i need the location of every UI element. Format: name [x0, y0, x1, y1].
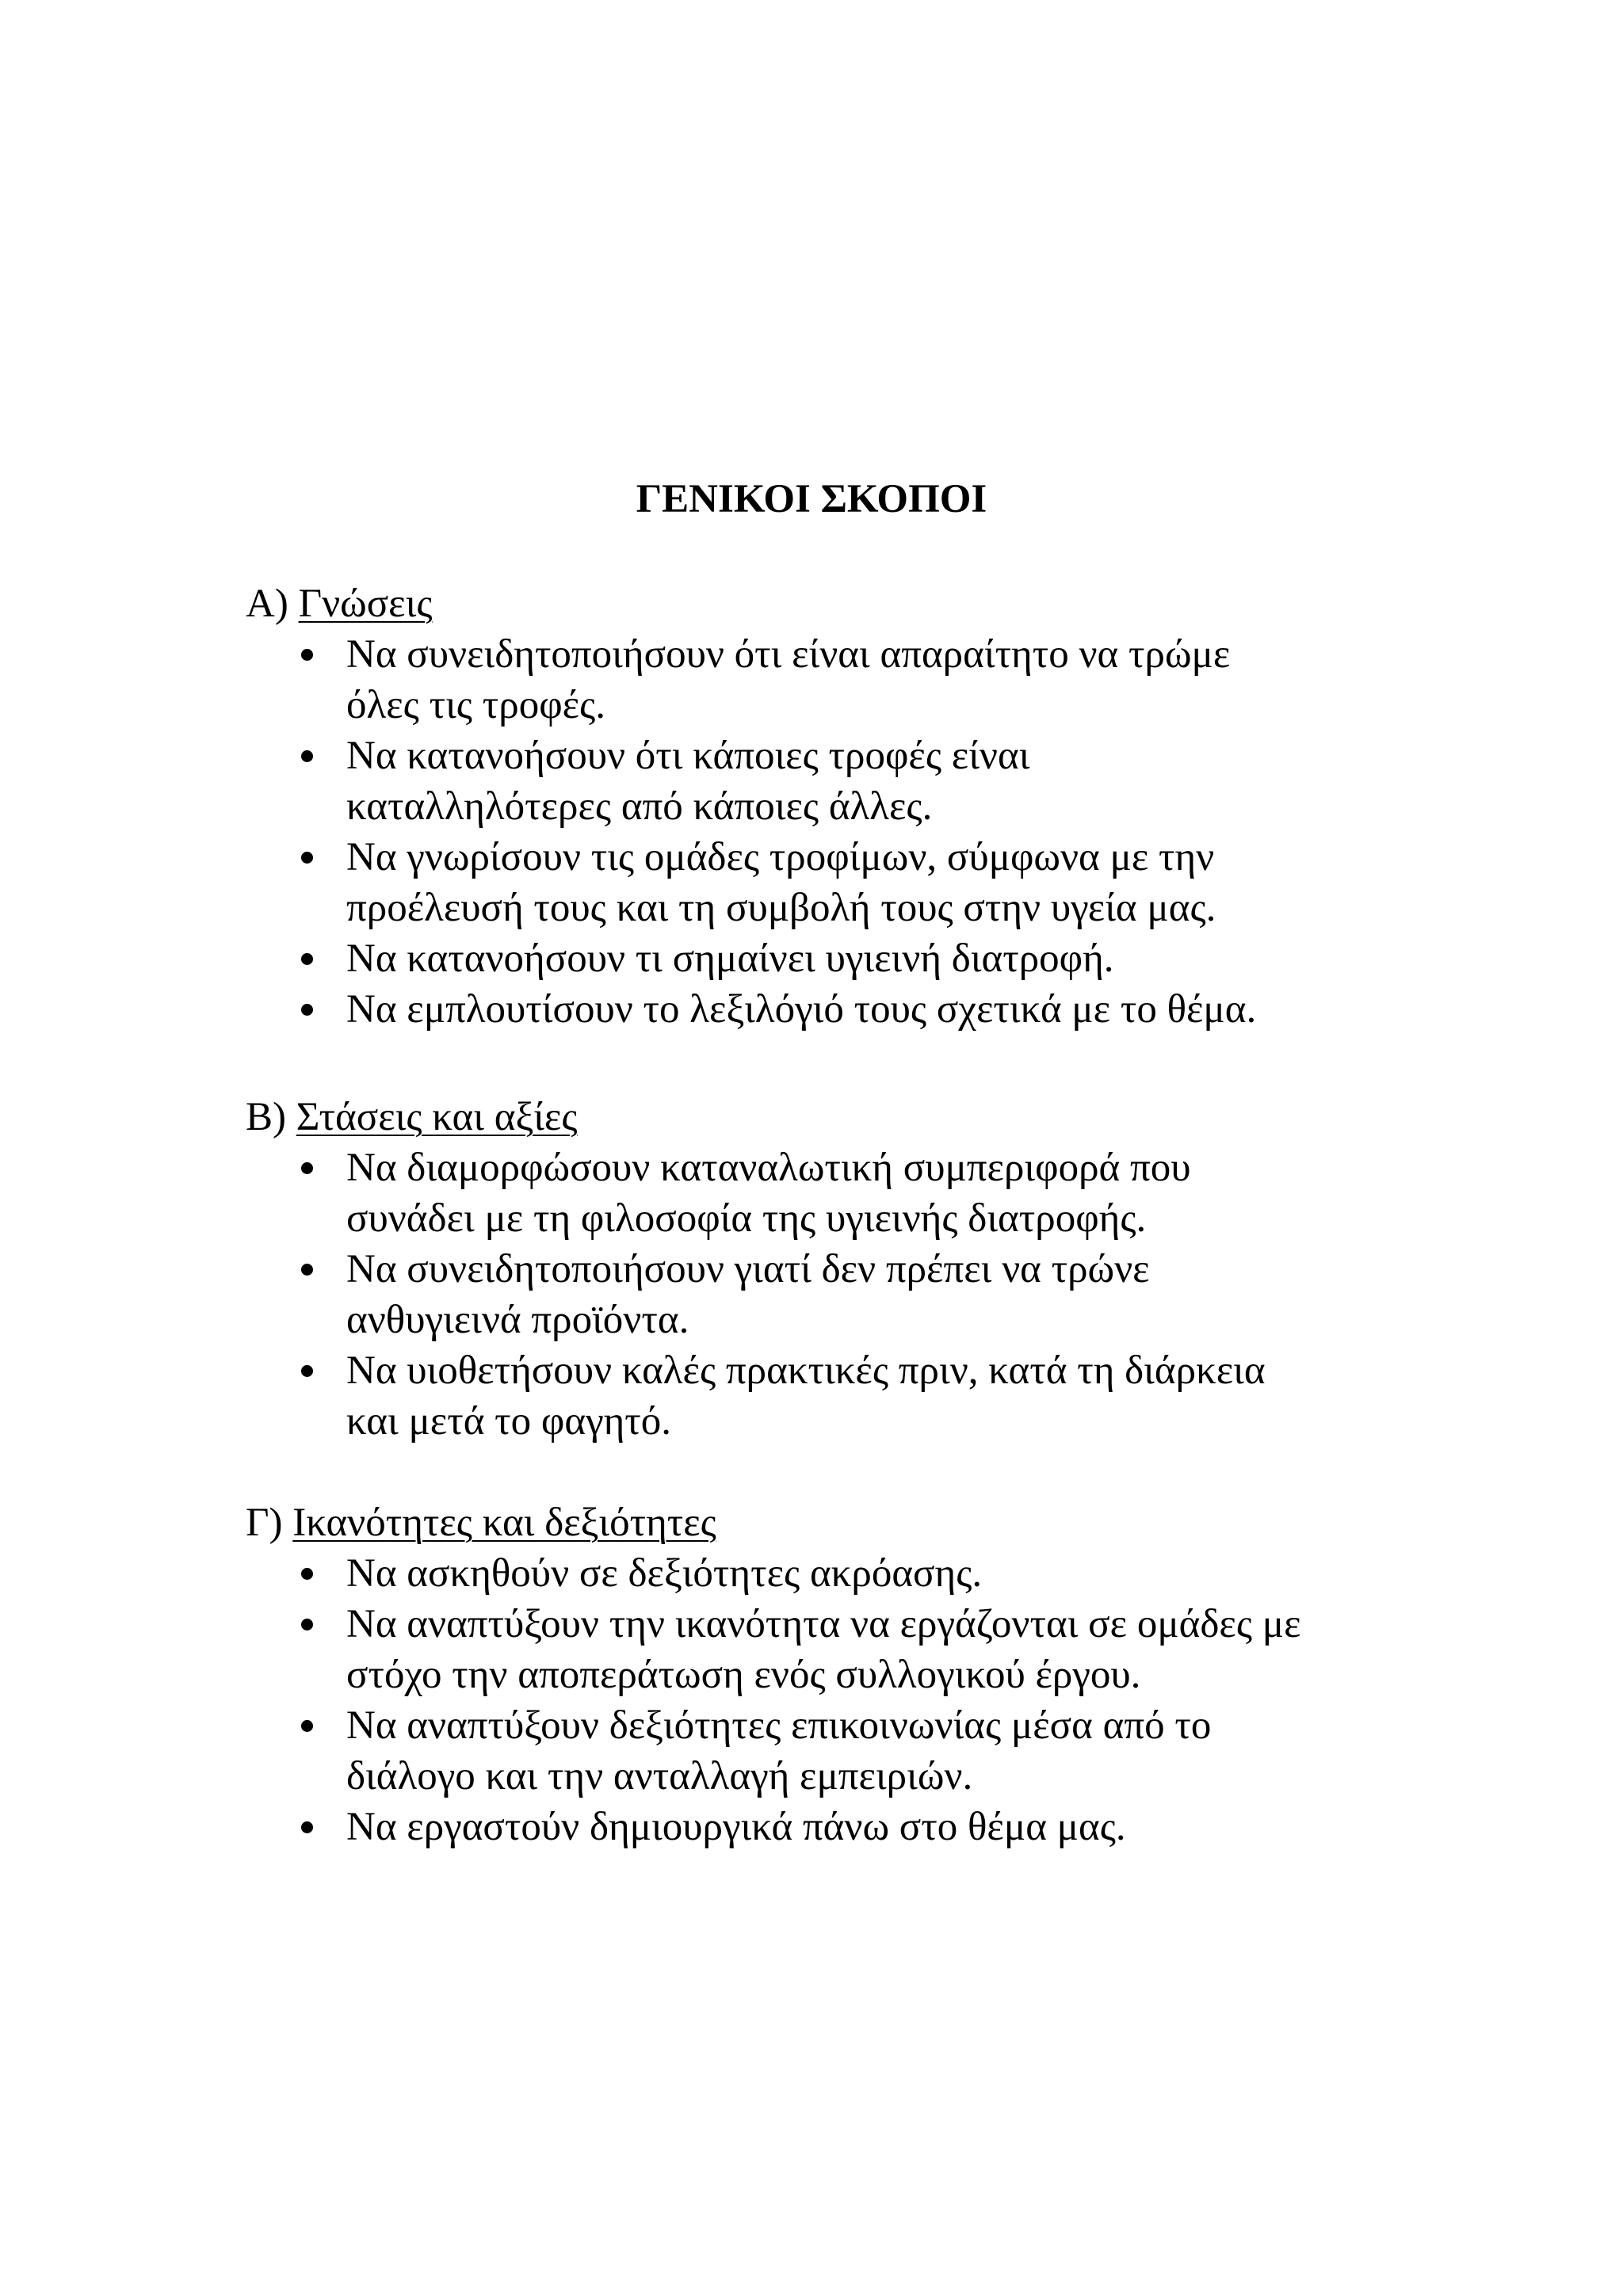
list-item [246, 1548, 1495, 1599]
section-heading-label: Ικανότητες και δεξιότητες [292, 1501, 716, 1545]
list-item-line: στόχο την αποπεράτωση ενός συλλογικού έργου. [346, 1653, 1141, 1697]
list-item-line: Να εμπλουτίσουν το λεξιλόγιό τους σχετικά με το θέμα. [346, 987, 1257, 1032]
bullet-icon [301, 953, 313, 965]
page-title: ΓΕΝΙΚΟΙ ΣΚΟΠΟΙ [636, 477, 987, 521]
section-heading [246, 578, 1434, 629]
bullet-icon [301, 1162, 313, 1174]
section-heading-label: Στάσεις και αξίες [296, 1095, 578, 1139]
list-item-line: Να αναπτύξουν δεξιότητες επικοινωνίας μέσα από το [346, 1703, 1212, 1748]
bullet-icon [301, 1264, 313, 1276]
list-item [246, 629, 1495, 730]
list-item-line: Να κατανοήσουν ότι κάποιες τροφές είναι [346, 734, 1030, 778]
list-item-line: και μετά το φαγητό. [346, 1399, 672, 1444]
list-item-line: Να υιοθετήσουν καλές πρακτικές πριν, κατά τη διάρκεια [346, 1348, 1266, 1393]
section-skills-abilities [246, 1497, 1434, 1852]
bullet-list [246, 1548, 1434, 1852]
bullet-icon [301, 649, 313, 661]
bullet-icon [301, 1619, 313, 1630]
list-item-line: Να γνωρίσουν τις ομάδες τροφίμων, σύμφωνα με την [346, 835, 1215, 879]
list-item-line: Να αναπτύξουν την ικανότητα να εργάζονται σε ομάδες με [346, 1602, 1301, 1646]
section-prefix: Β) [246, 1095, 286, 1139]
list-item-line: Να κατανοήσουν τι σημαίνει υγιεινή διατροφή. [346, 936, 1114, 981]
bullet-icon [301, 1365, 313, 1377]
list-item-line: Να εργαστούν δημιουργικά πάνω στο θέμα μας. [346, 1805, 1126, 1849]
bullet-icon [301, 750, 313, 762]
list-item-line: Να ασκηθούν σε δεξιότητες ακρόασης. [346, 1551, 983, 1596]
section-heading-label: Γνώσεις [298, 582, 433, 626]
list-item-line: συνάδει με τη φιλοσοφία της υγιεινής διατροφής. [346, 1196, 1147, 1241]
list-item [246, 730, 1495, 832]
list-item [246, 832, 1495, 933]
list-item [246, 1599, 1495, 1700]
list-item-line: όλες τις τροφές. [346, 683, 605, 727]
list-item-line: καταλληλότερες από κάποιες άλλες. [346, 784, 933, 829]
list-item-line: Να διαμορφώσουν καταναλωτική συμπεριφορά που [346, 1146, 1191, 1190]
list-item [246, 1700, 1495, 1802]
list-item [246, 1244, 1495, 1345]
list-item [246, 984, 1495, 1035]
section-heading [246, 1497, 1434, 1548]
bullet-icon [301, 1821, 313, 1833]
bullet-list [246, 1142, 1434, 1447]
bullet-icon [301, 1004, 313, 1016]
section-heading [246, 1092, 1434, 1142]
list-item-line: ανθυγιεινά προϊόντα. [346, 1298, 689, 1342]
section-prefix: Γ) [246, 1501, 283, 1545]
section-prefix: Α) [246, 582, 288, 626]
list-item-line: προέλευσή τους και τη συμβολή τους στην υγεία μας. [346, 886, 1216, 930]
bullet-list [246, 629, 1434, 1035]
list-item [246, 1345, 1495, 1447]
list-item [246, 1802, 1495, 1852]
bullet-icon [301, 1720, 313, 1732]
list-item-line: διάλογο και την ανταλλαγή εμπειριών. [346, 1754, 973, 1798]
bullet-icon [301, 1568, 313, 1580]
list-item [246, 1142, 1495, 1244]
section-attitudes-values [246, 1092, 1434, 1447]
list-item-line: Να συνειδητοποιήσουν ότι είναι απαραίτητο να τρώμε [346, 632, 1231, 677]
list-item [246, 933, 1495, 984]
list-item-line: Να συνειδητοποιήσουν γιατί δεν πρέπει να τρώνε [346, 1247, 1150, 1291]
section-knowledge [246, 578, 1434, 1035]
bullet-icon [301, 852, 313, 864]
